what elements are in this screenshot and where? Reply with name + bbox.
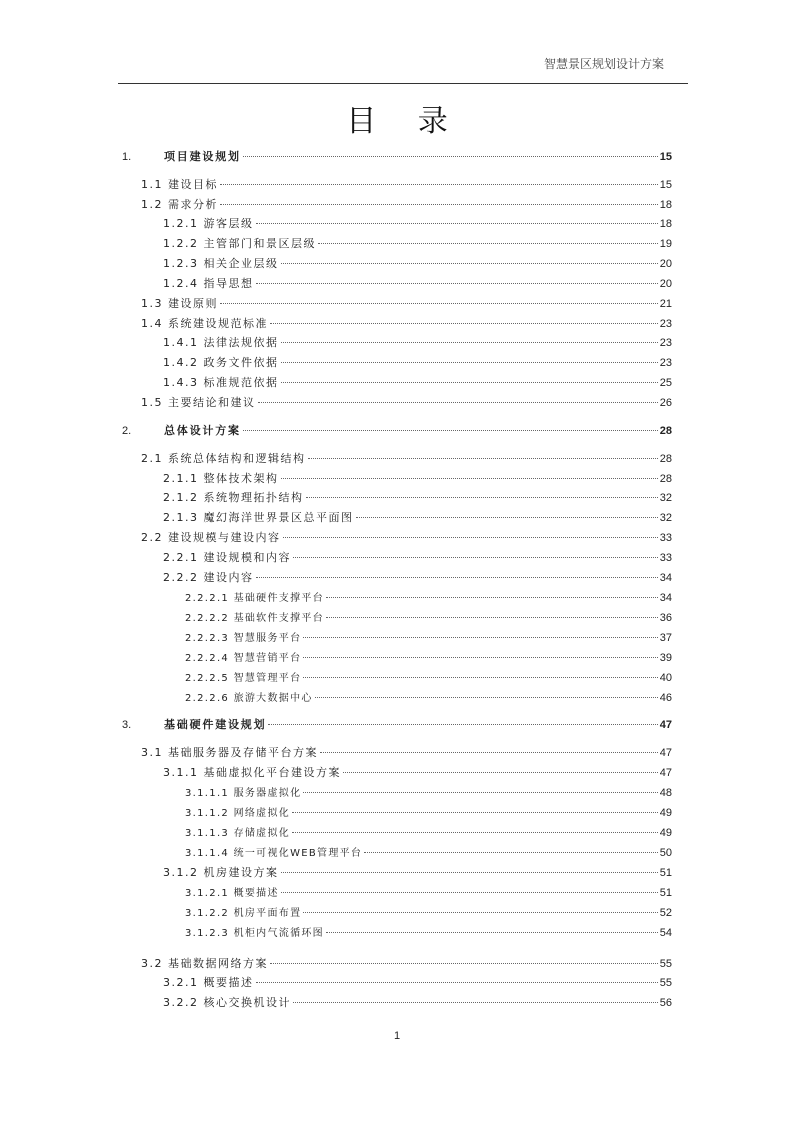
header-rule [118,83,688,84]
toc-page-number: 37 [659,632,672,644]
toc-entry-label: 2.1.1 整体技术架构 [163,472,279,485]
toc-entry-label: 3.2.1 概要描述 [163,976,254,989]
toc-dot-leader [364,852,658,853]
toc-page-number: 49 [659,807,672,819]
page-title: 目 录 [346,104,464,139]
toc-entry-label: 2.1.2 系统物理拓扑结构 [163,491,304,504]
toc-entry-label: 1.2.3 相关企业层级 [163,257,279,270]
toc-dot-leader [256,577,658,578]
toc-entry[interactable] [163,375,672,391]
toc-page-number: 32 [659,492,672,504]
toc-entry[interactable] [185,670,672,686]
toc-entry-label: 2.1 系统总体结构和逻辑结构 [141,452,306,465]
toc-dot-leader [326,597,658,598]
toc-page-number: 39 [659,652,672,664]
toc-page-number: 46 [659,692,672,704]
toc-entry-label: 1.1 建设目标 [141,178,218,191]
toc-entry-label: 3.1.2 机房建设方案 [163,866,279,879]
toc-dot-leader [343,772,658,773]
toc-entry-label: 2.2.2.4 智慧营销平台 [185,653,302,664]
toc-entry[interactable] [185,805,672,821]
toc-entry[interactable] [163,570,672,586]
toc-entry[interactable] [185,590,672,606]
toc-dot-leader [308,458,658,459]
toc-entry-label: 项目建设规划 [164,150,241,163]
toc-entry-label: 2.2.2.2 基础软件支撑平台 [185,613,324,624]
toc-page-number: 51 [659,887,672,899]
toc-entry[interactable] [163,256,672,272]
toc-dot-leader [326,617,658,618]
toc-entry-label: 1.4 系统建设规范标准 [141,317,268,330]
toc-dot-leader [293,1002,658,1003]
toc-entry[interactable] [185,690,672,706]
toc-entry[interactable] [185,885,672,901]
toc-page-number: 28 [659,425,672,437]
toc-page-number: 18 [659,218,672,230]
toc-entry-label: 3.2.2 核心交换机设计 [163,996,291,1009]
toc-page-number: 33 [659,532,672,544]
toc-page-number: 23 [659,357,672,369]
toc-page-number: 34 [659,572,672,584]
toc-entry-label: 1.2.2 主管部门和景区层级 [163,237,316,250]
toc-entry[interactable] [163,865,672,881]
toc-page-number: 18 [659,199,672,211]
toc-dot-leader [270,963,658,964]
toc-entry-label: 2.2 建设规模与建设内容 [141,531,281,544]
toc-dot-leader [292,832,658,833]
toc-entry[interactable] [122,423,672,439]
toc-page-number: 55 [659,958,672,970]
toc-dot-leader [320,752,658,753]
toc-entry[interactable] [163,471,672,487]
toc-page-number: 52 [659,907,672,919]
toc-dot-leader [220,303,658,304]
toc-entry[interactable] [141,530,672,546]
toc-entry[interactable] [141,745,672,761]
toc-page-number: 23 [659,337,672,349]
toc-chapter-number: 3. [122,719,132,731]
toc-entry[interactable] [141,395,672,411]
toc-entry-label: 1.2.1 游客层级 [163,217,254,230]
toc-dot-leader [270,323,658,324]
toc-entry[interactable] [163,550,672,566]
toc-page-number: 56 [659,997,672,1009]
toc-entry[interactable] [185,925,672,941]
toc-page-number: 33 [659,552,672,564]
toc-dot-leader [256,223,658,224]
toc-entry-label: 2.2.2.5 智慧管理平台 [185,673,302,684]
toc-dot-leader [281,342,658,343]
toc-entry-label: 3.1.2.3 机柜内气流循环图 [185,928,324,939]
toc-entry[interactable] [185,650,672,666]
toc-entry-label: 3.1.1.3 存储虚拟化 [185,828,291,839]
toc-entry-label: 1.3 建设原则 [141,297,218,310]
toc-entry-label: 2.2.1 建设规模和内容 [163,551,291,564]
toc-entry[interactable] [163,236,672,252]
toc-dot-leader [303,677,657,678]
toc-dot-leader [281,382,658,383]
toc-page-number: 28 [659,473,672,485]
toc-entry[interactable] [141,956,672,972]
toc-dot-leader [281,362,658,363]
toc-dot-leader [281,263,658,264]
toc-entry-label: 2.2.2.3 智慧服务平台 [185,633,302,644]
toc-entry[interactable] [141,197,672,213]
toc-page-number: 50 [659,847,672,859]
toc-entry-label: 1.4.3 标准规范依据 [163,376,279,389]
toc-dot-leader [256,283,658,284]
toc-entry-label: 1.5 主要结论和建议 [141,396,256,409]
toc-entry[interactable] [141,296,672,312]
toc-dot-leader [326,932,658,933]
toc-dot-leader [292,812,658,813]
toc-page-number: 49 [659,827,672,839]
toc-entry[interactable] [185,630,672,646]
toc-entry[interactable] [185,610,672,626]
toc-page-number: 25 [659,377,672,389]
toc-entry[interactable] [163,276,672,292]
toc-entry[interactable] [141,316,672,332]
toc-entry[interactable] [163,216,672,232]
toc-entry-label: 1.4.1 法律法规依据 [163,336,279,349]
toc-page-number: 15 [659,151,672,163]
toc-entry[interactable] [163,490,672,506]
toc-entry-label: 3.1.1.1 服务器虚拟化 [185,788,302,799]
toc-page-number: 47 [659,767,672,779]
toc-page-number: 28 [659,453,672,465]
toc-dot-leader [281,872,658,873]
toc-page-number: 21 [659,298,672,310]
toc-page-number: 51 [659,867,672,879]
toc-entry-label: 1.2 需求分析 [141,198,218,211]
toc-entry-label: 3.1.1.4 统一可视化WEB管理平台 [185,848,363,859]
toc-entry[interactable] [185,845,672,861]
toc-entry-label: 3.2 基础数据网络方案 [141,957,268,970]
toc-dot-leader [356,517,658,518]
toc-dot-leader [220,184,658,185]
toc-dot-leader [243,430,658,431]
toc-chapter-number: 2. [122,425,132,437]
toc-dot-leader [306,497,658,498]
toc-dot-leader [318,243,658,244]
toc-page-number: 32 [659,512,672,524]
toc-entry[interactable] [185,825,672,841]
toc-dot-leader [293,557,658,558]
toc-entry-label: 3.1.1 基础虚拟化平台建设方案 [163,766,341,779]
toc-page-number: 40 [659,672,672,684]
toc-entry-label: 2.1.3 魔幻海洋世界景区总平面图 [163,511,354,524]
toc-entry-label: 2.2.2 建设内容 [163,571,254,584]
toc-entry-label: 基础硬件建设规划 [164,718,267,731]
toc-page-number: 19 [659,238,672,250]
toc-dot-leader [303,912,657,913]
toc-entry-label: 总体设计方案 [164,424,241,437]
toc-entry-label: 3.1.2.1 概要描述 [185,888,279,899]
toc-entry[interactable] [163,975,672,991]
toc-dot-leader [283,537,658,538]
toc-entry-label: 3.1.1.2 网络虚拟化 [185,808,291,819]
header-text: 智慧景区规划设计方案 [543,57,664,71]
toc-entry[interactable] [163,355,672,371]
toc-page-number: 47 [659,719,672,731]
toc-page-number: 36 [659,612,672,624]
toc-entry-label: 3.1 基础服务器及存储平台方案 [141,746,318,759]
toc-page-number: 15 [659,179,672,191]
toc-entry[interactable] [185,785,672,801]
toc-page-number: 48 [659,787,672,799]
toc-dot-leader [281,478,658,479]
toc-entry[interactable] [163,995,672,1011]
toc-page-number: 47 [659,747,672,759]
toc-entry[interactable] [141,177,672,193]
toc-dot-leader [220,204,658,205]
toc-chapter-number: 1. [122,151,132,163]
toc-entry-label: 2.2.2.1 基础硬件支撑平台 [185,593,324,604]
toc-entry[interactable] [163,335,672,351]
toc-entry[interactable] [141,451,672,467]
toc-dot-leader [281,892,658,893]
toc-page-number: 54 [659,927,672,939]
toc-page-number: 20 [659,278,672,290]
toc-dot-leader [303,637,657,638]
toc-entry[interactable] [122,717,672,733]
toc-entry[interactable] [163,765,672,781]
toc-entry-label: 1.2.4 指导思想 [163,277,254,290]
toc-dot-leader [315,697,658,698]
toc-entry-label: 1.4.2 政务文件依据 [163,356,279,369]
toc-entry[interactable] [122,149,672,165]
toc-entry[interactable] [163,510,672,526]
toc-entry[interactable] [185,905,672,921]
toc-entry-label: 2.2.2.6 旅游大数据中心 [185,693,313,704]
toc-dot-leader [258,402,658,403]
toc-page-number: 23 [659,318,672,330]
toc-dot-leader [243,156,658,157]
toc-entry-label: 3.1.2.2 机房平面布置 [185,908,302,919]
toc-dot-leader [303,792,657,793]
page-number: 1 [393,1030,401,1042]
toc-dot-leader [268,724,657,725]
toc-page-number: 20 [659,258,672,270]
toc-page-number: 26 [659,397,672,409]
toc-page-number: 34 [659,592,672,604]
toc-dot-leader [303,657,657,658]
toc-dot-leader [256,982,658,983]
toc-page-number: 55 [659,977,672,989]
